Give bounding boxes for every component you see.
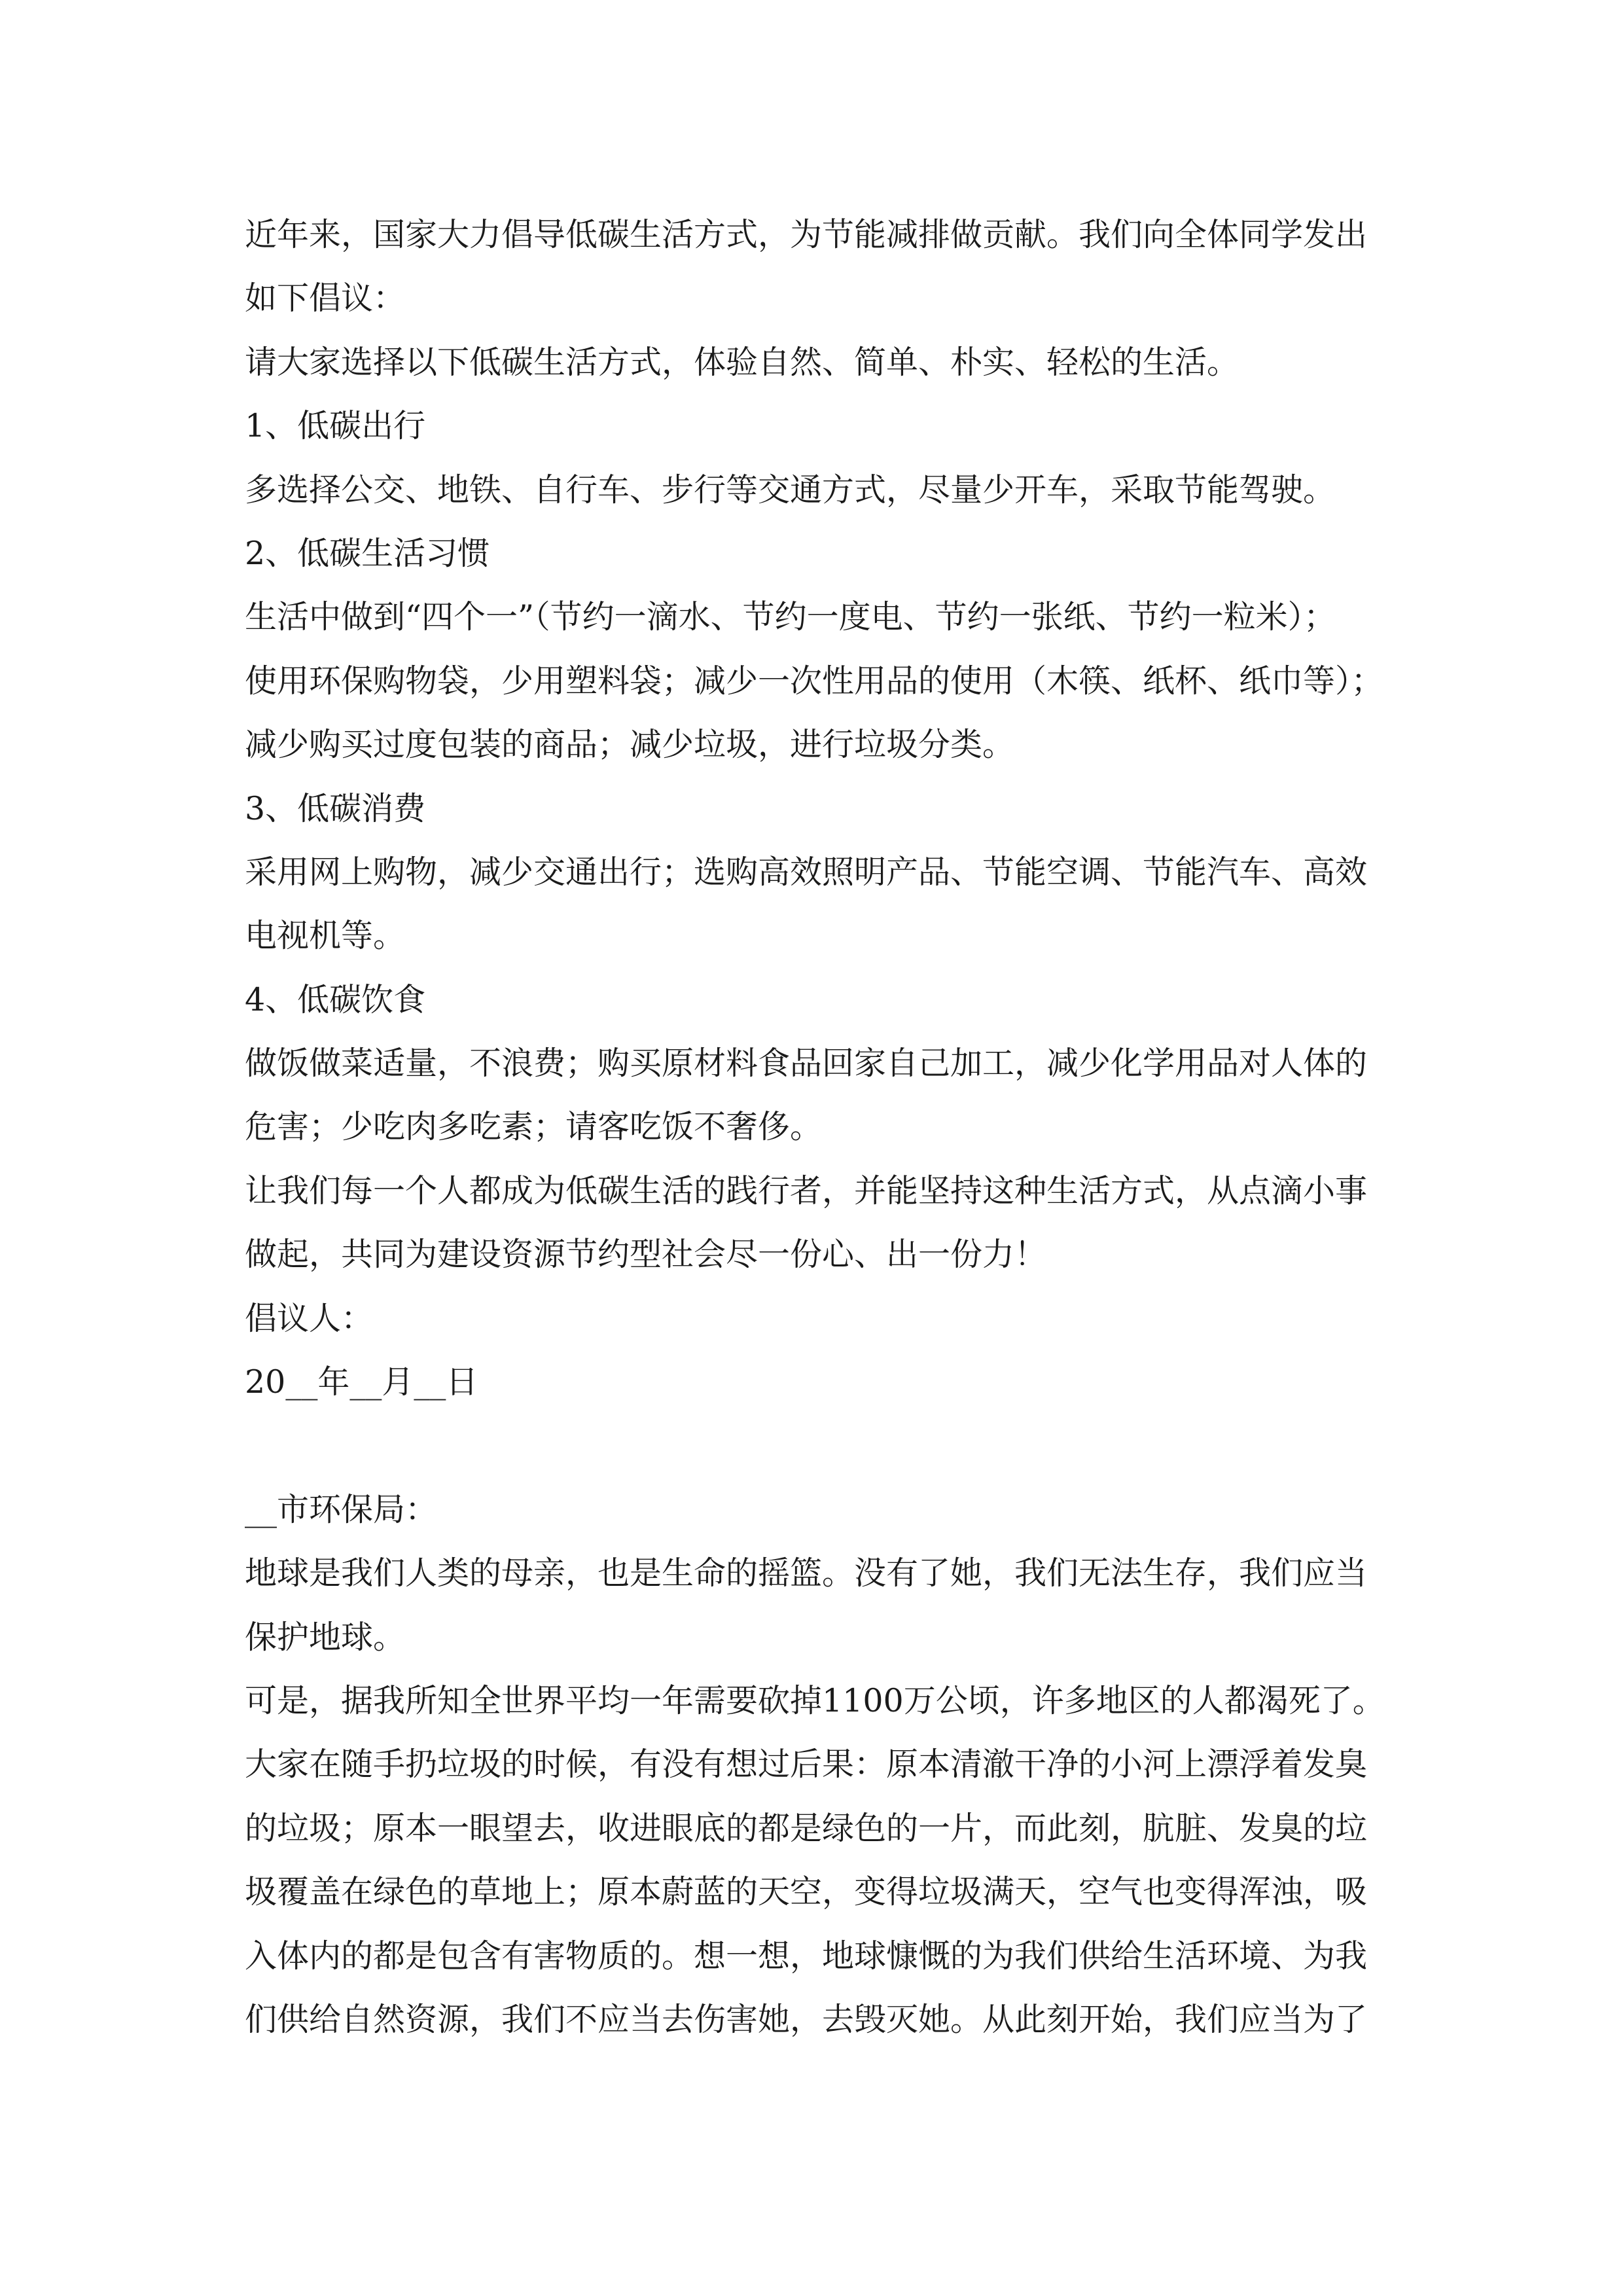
- text-line: 采用网上购物，减少交通出行；选购高效照明产品、节能空调、节能汽车、高效: [245, 853, 1368, 891]
- signature-label: 倡议人：: [245, 1299, 374, 1337]
- text-line: 做起，共同为建设资源节约型社会尽一份心、出一份力！: [245, 1236, 1047, 1274]
- text-line: 保护地球。: [245, 1618, 406, 1656]
- text-line: 近年来，国家大力倡导低碳生活方式，为节能减排做贡献。我们向全体同学发出: [245, 216, 1368, 253]
- section-heading-low-carbon-consumption: 3、低碳消费: [245, 789, 426, 827]
- text-line: 可是，据我所知全世界平均一年需要砍掉1100万公顷，许多地区的人都渴死了。: [245, 1681, 1385, 1719]
- text-line: 的垃圾；原本一眼望去，收进眼底的都是绿色的一片，而此刻，肮脏、发臭的垃: [245, 1809, 1368, 1847]
- text-line: 如下倡议：: [245, 279, 406, 317]
- section-heading-low-carbon-diet: 4、低碳饮食: [245, 980, 426, 1018]
- text-line: 危害；少吃肉多吃素；请客吃饭不奢侈。: [245, 1108, 823, 1146]
- text-line: 地球是我们人类的母亲，也是生命的摇篮。没有了她，我们无法生存，我们应当: [245, 1554, 1368, 1592]
- text-line: 让我们每一个人都成为低碳生活的践行者，并能坚持这种生活方式，从点滴小事: [245, 1172, 1368, 1210]
- letter-salutation: __市环保局：: [245, 1490, 438, 1528]
- text-line: 做饭做菜适量，不浪费；购买原材料食品回家自己加工，减少化学用品对人体的: [245, 1045, 1368, 1083]
- text-line: 减少购买过度包装的商品；减少垃圾，进行垃圾分类。: [245, 726, 1015, 764]
- text-line: 们供给自然资源，我们不应当去伤害她，去毁灭她。从此刻开始，我们应当为了: [245, 2000, 1368, 2038]
- document-body: [245, 203, 1423, 2051]
- section-heading-low-carbon-habits: 2、低碳生活习惯: [245, 534, 490, 572]
- text-line: 电视机等。: [245, 917, 406, 955]
- text-line: 使用环保购物袋，少用塑料袋；减少一次性用品的使用（木筷、纸杯、纸巾等）；: [245, 662, 1383, 700]
- text-line: 多选择公交、地铁、自行车、步行等交通方式，尽量少开车，采取节能驾驶。: [245, 471, 1336, 509]
- blank-line: [245, 1414, 1423, 1477]
- text-line: 入体内的都是包含有害物质的。想一想，地球慷慨的为我们供给生活环境、为我: [245, 1937, 1368, 1975]
- text-line: 请大家选择以下低碳生活方式，体验自然、简单、朴实、轻松的生活。: [245, 343, 1240, 381]
- section-heading-low-carbon-travel: 1、低碳出行: [245, 407, 426, 445]
- text-line: 生活中做到“四个一”（节约一滴水、节约一度电、节约一张纸、节约一粒米）；: [245, 598, 1336, 636]
- text-line: 大家在随手扔垃圾的时候，有没有想过后果：原本清澈干净的小河上漂浮着发臭: [245, 1746, 1368, 1784]
- text-line: 圾覆盖在绿色的草地上；原本蔚蓝的天空，变得垃圾满天，空气也变得浑浊，吸: [245, 1873, 1368, 1911]
- date-line: 20__年__月__日: [245, 1363, 478, 1401]
